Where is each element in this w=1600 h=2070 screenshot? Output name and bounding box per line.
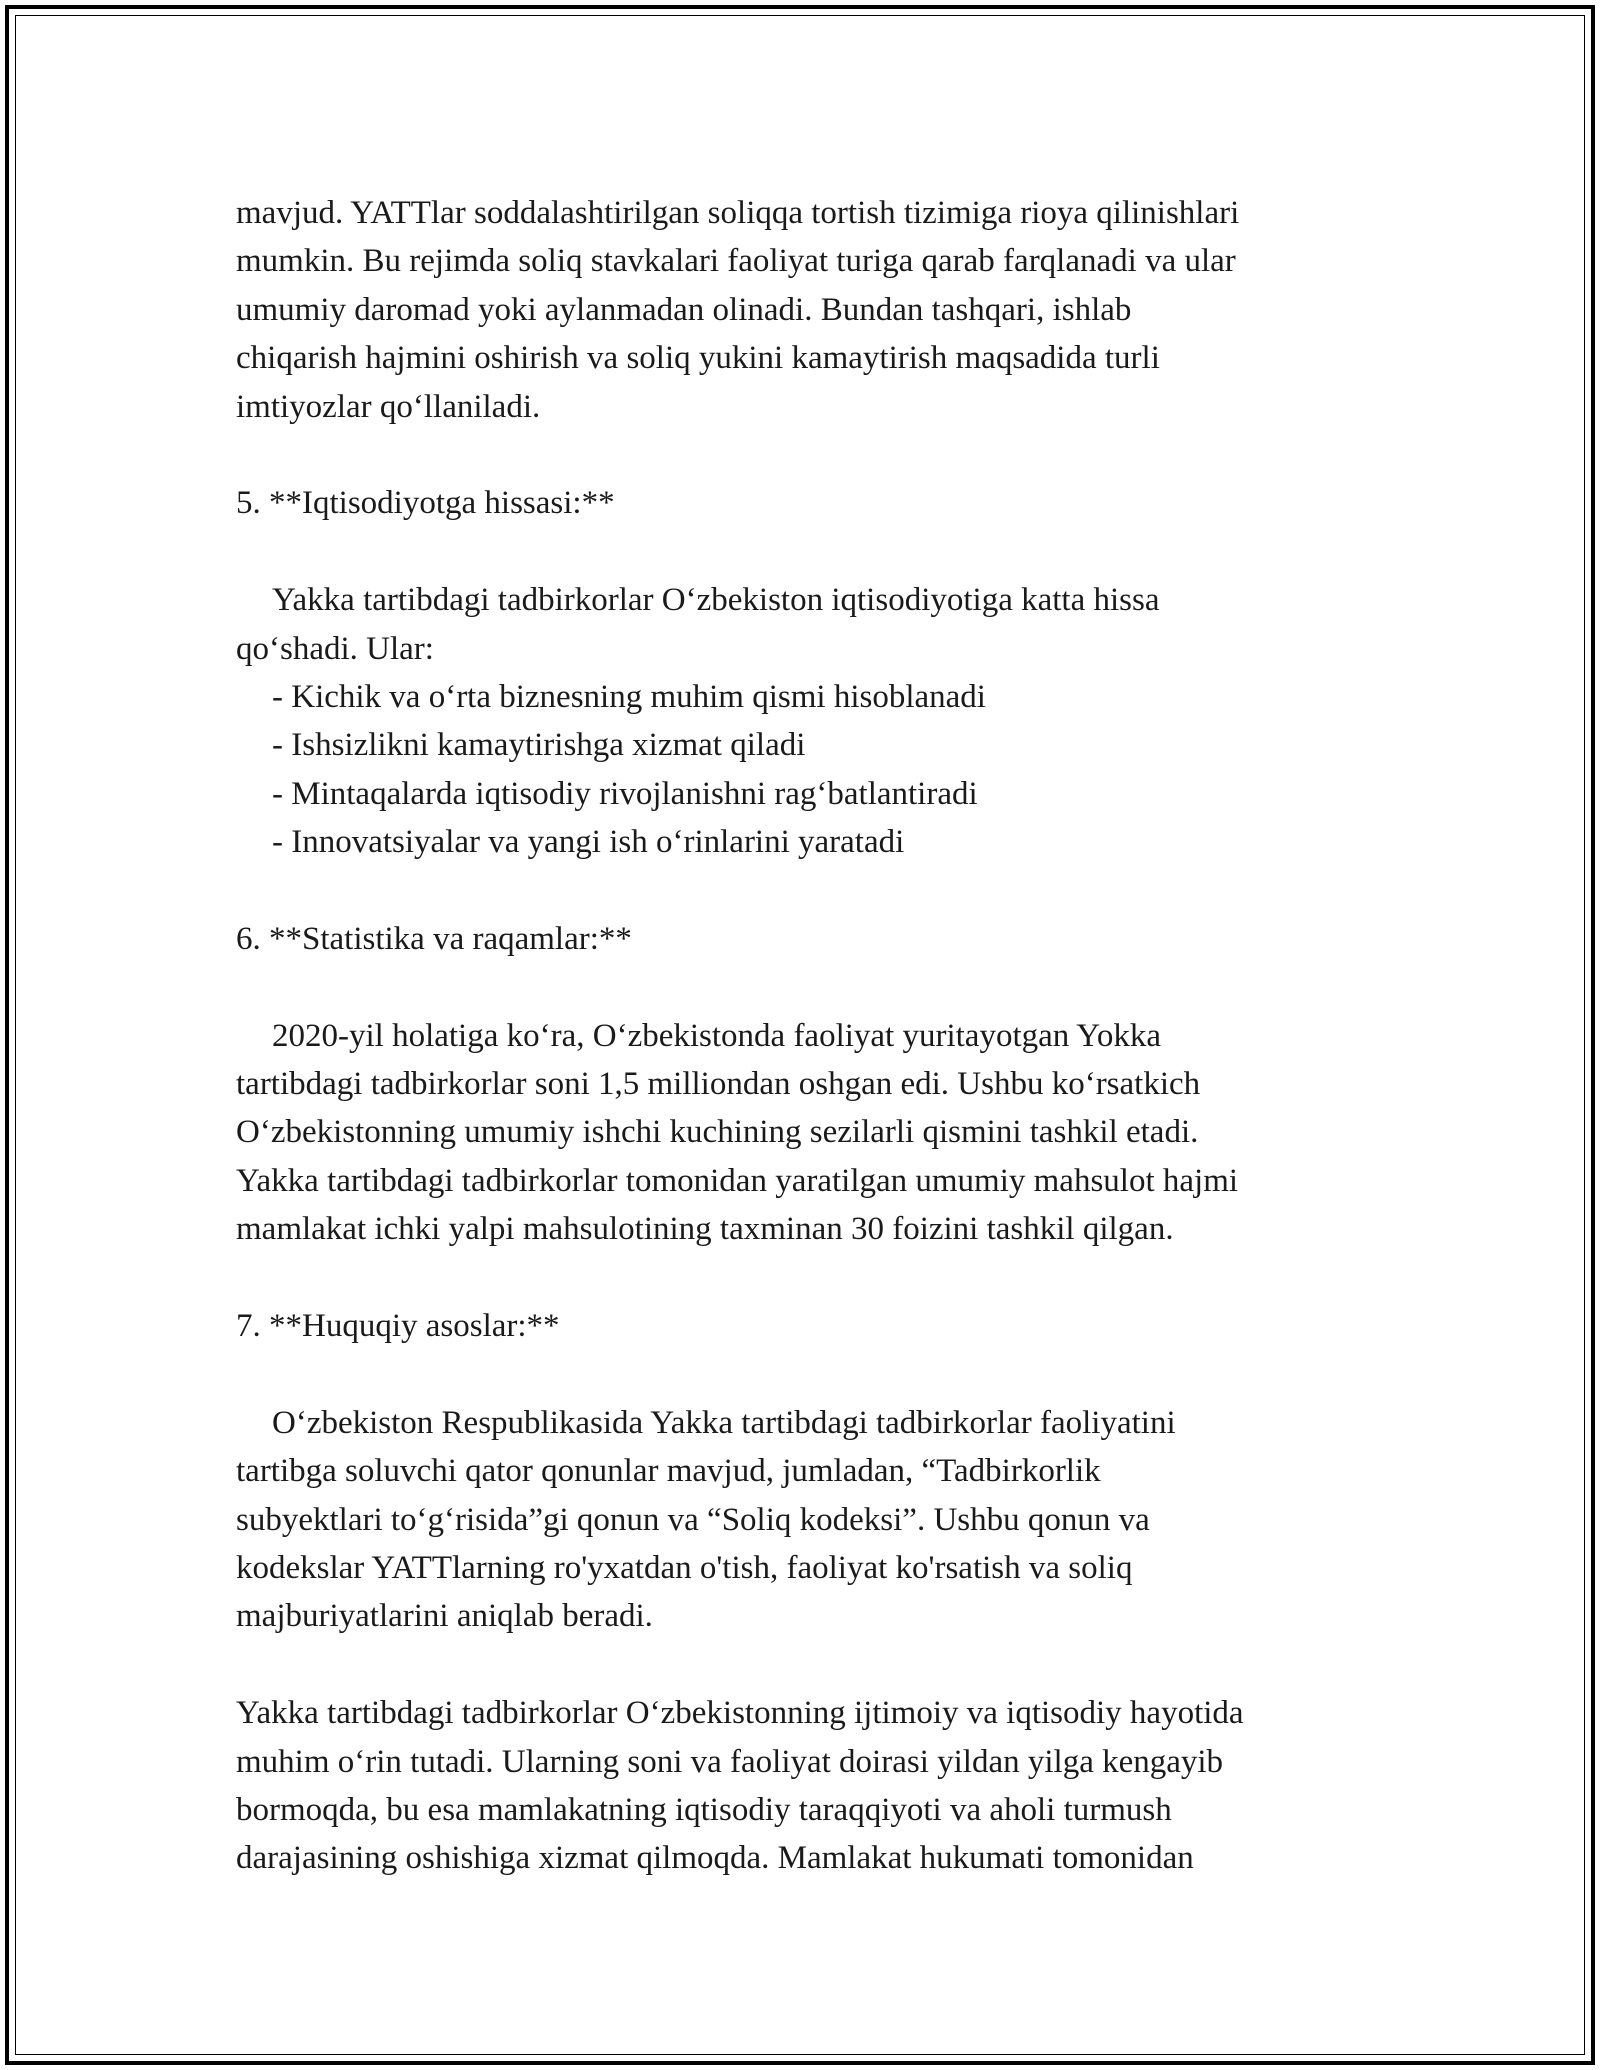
paragraph-tax-regime [236,189,1386,431]
paragraph-statistics [236,1012,1386,1254]
text-line: subyektlari toʻgʻrisida”gi qonun va “Soliq kodeksi”. Ushbu qonun va [236,1501,1150,1538]
list-item: - Mintaqalarda iqtisodiy rivojlanishni ragʻbatlantiradi [272,775,978,812]
blank-line [236,963,1386,1011]
blank-line [236,1350,1386,1398]
blank-line [236,866,1386,914]
text-line: imtiyozlar qoʻllaniladi. [236,388,541,425]
text-line: Oʻzbekiston Respublikasida Yakka tartibdagi tadbirkorlar faoliyatini [272,1404,1176,1441]
text-line: bormoqda, bu esa mamlakatning iqtisodiy taraqqiyoti va aholi turmush [236,1791,1172,1828]
text-line: tartibga soluvchi qator qonunlar mavjud, jumladan, “Tadbirkorlik [236,1453,1101,1490]
list-item: - Innovatsiyalar va yangi ish oʻrinlarini yaratadi [272,824,905,861]
section-heading-6: 6. **Statistika va raqamlar:** [236,920,632,957]
paragraph-legal-basis [236,1399,1386,1641]
text-line: Yakka tartibdagi tadbirkorlar tomonidan yaratilgan umumiy mahsulot hajmi [236,1162,1239,1199]
paragraph-conclusion [236,1689,1386,1883]
text-line: majburiyatlarini aniqlab beradi. [236,1598,653,1635]
list-item: - Kichik va oʻrta biznesning muhim qismi hisoblanadi [272,678,986,715]
paragraph-economy-contribution [236,576,1386,673]
text-line: mavjud. YATTlar soddalashtirilgan soliqqa tortish tizimiga rioya qilinishlari [236,195,1240,231]
text-line: Oʻzbekistonning umumiy ishchi kuchining sezilarli qismini tashkil etadi. [236,1114,1199,1151]
text-line: muhim oʻrin tutadi. Ularning soni va faoliyat doirasi yildan yilga kengayib [236,1743,1224,1780]
blank-line [236,528,1386,576]
text-line: Yakka tartibdagi tadbirkorlar Oʻzbekiston iqtisodiyotiga katta hissa [272,582,1160,619]
list-item: - Ishsizlikni kamaytirishga xizmat qiladi [272,727,806,764]
text-line: mumkin. Bu rejimda soliq stavkalari faoliyat turiga qarab farqlanadi va ular [236,243,1236,280]
text-line: mamlakat ichki yalpi mahsulotining taxminan 30 foizini tashkil qilgan. [236,1211,1174,1248]
blank-line [236,1641,1386,1689]
text-line: darajasining oshishiga xizmat qilmoqda. Mamlakat hukumati tomonidan [236,1840,1194,1877]
text-line: Yakka tartibdagi tadbirkorlar Oʻzbekistonning ijtimoiy va iqtisodiy hayotida [236,1695,1244,1732]
contribution-list [236,673,1386,867]
section-heading-5: 5. **Iqtisodiyotga hissasi:** [236,485,615,522]
text-line: umumiy daromad yoki aylanmadan olinadi. Bundan tashqari, ishlab [236,291,1132,328]
text-line: kodekslar YATTlarning ro'yxatdan o'tish, faoliyat ko'rsatish va soliq [236,1549,1133,1586]
text-line: chiqarish hajmini oshirish va soliq yukini kamaytirish maqsadida turli [236,340,1160,377]
blank-line [236,431,1386,479]
text-line: tartibdagi tadbirkorlar soni 1,5 milliondan oshgan edi. Ushbu koʻrsatkich [236,1066,1201,1103]
section-heading-7: 7. **Huquqiy asoslar:** [236,1307,560,1344]
text-line: qoʻshadi. Ular: [236,630,434,667]
text-line: 2020-yil holatiga koʻra, Oʻzbekistonda faoliyat yuritayotgan Yokka [272,1017,1161,1054]
blank-line [236,1254,1386,1302]
document-body [236,189,1386,1883]
